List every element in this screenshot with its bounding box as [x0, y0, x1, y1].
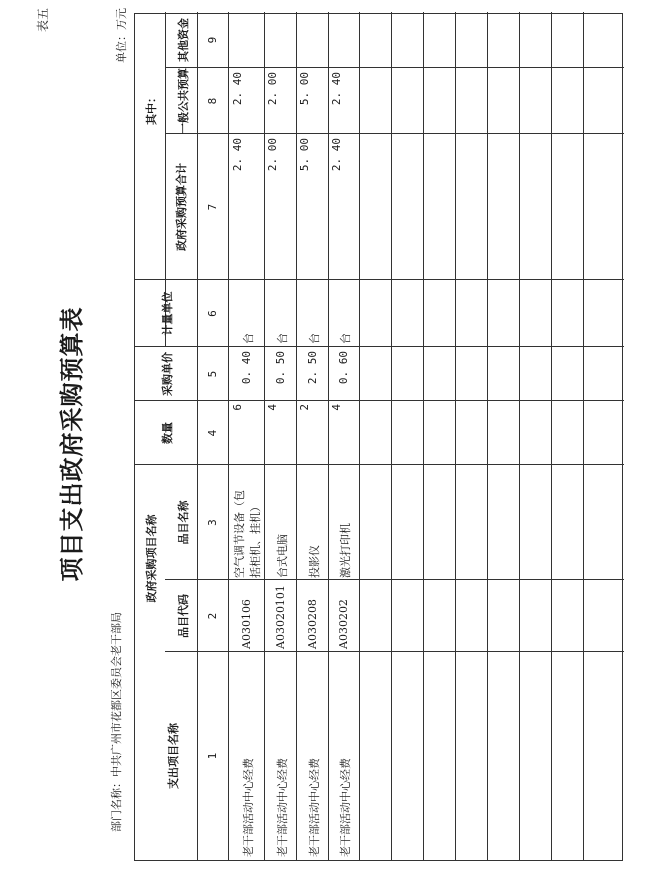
- row-total: 2. 00: [266, 138, 279, 172]
- row-project-name: 老干部活动中心经费: [276, 758, 289, 857]
- grid-line: [391, 12, 392, 860]
- grid-line: [359, 12, 360, 860]
- col-number: 3: [206, 519, 219, 526]
- row-quantity: 4: [330, 404, 343, 411]
- grid-line: [519, 12, 520, 860]
- row-quantity: 2: [298, 404, 311, 411]
- header-general-budget: 一般公共预算: [177, 68, 190, 134]
- col-number: 1: [206, 752, 219, 760]
- row-general-budget: 2. 40: [231, 72, 244, 106]
- row-item-name: 空气调节设备（包: [233, 490, 246, 578]
- row-item-name: 投影仪: [308, 545, 321, 578]
- row-general-budget: 2. 00: [266, 72, 279, 106]
- grid-line: [228, 12, 229, 860]
- grid-line: [487, 12, 488, 860]
- grid-line: [165, 651, 624, 652]
- row-item-name: 台式电脑: [276, 534, 289, 578]
- col-number: 6: [206, 310, 219, 317]
- col-number: 7: [206, 203, 219, 211]
- col-number: 5: [206, 370, 219, 378]
- row-project-name: 老干部活动中心经费: [308, 758, 321, 857]
- row-unit-price: 0. 50: [274, 351, 287, 385]
- row-measure-unit: 台: [308, 333, 321, 344]
- row-quantity: 6: [231, 404, 244, 411]
- row-item-name-line2: 括柜机、挂机）: [249, 501, 262, 578]
- row-quantity: 4: [266, 404, 279, 411]
- row-item-code: A030106: [240, 599, 253, 649]
- grid-line: [296, 12, 297, 860]
- grid-line: [455, 12, 456, 860]
- header-measure-unit: 计量单位: [161, 291, 174, 336]
- grid-line: [583, 12, 584, 860]
- col-number: 8: [206, 97, 219, 105]
- col-number: 9: [206, 36, 219, 44]
- header-quantity: 数量: [161, 422, 174, 444]
- header-other-funds: 其他资金: [177, 18, 190, 62]
- unit-label: 单位：万元: [115, 8, 128, 63]
- table-tag: 表五: [36, 8, 50, 33]
- header-project-name: 支出项目名称: [167, 723, 180, 789]
- header-item-name: 品目名称: [177, 500, 190, 545]
- row-unit-price: 0. 60: [337, 351, 350, 385]
- row-item-name: 激光打印机: [339, 523, 352, 578]
- row-unit-price: 2. 50: [306, 351, 319, 385]
- department-name: 部门名称：中共广州市花都区委员会老干部局: [110, 612, 123, 832]
- grid-line: [197, 12, 198, 860]
- row-item-code: A03020101: [274, 585, 287, 649]
- grid-line: [551, 12, 552, 860]
- row-measure-unit: 台: [276, 333, 289, 344]
- col-number: 2: [206, 612, 219, 620]
- row-item-code: A030208: [306, 599, 319, 649]
- header-of-which: 其中：: [145, 92, 158, 125]
- grid-line: [328, 12, 329, 860]
- header-gov-procurement: 政府采购项目名称: [145, 514, 158, 603]
- row-measure-unit: 台: [339, 333, 352, 344]
- row-unit-price: 0. 40: [240, 351, 253, 385]
- header-unit-price: 采购单价: [161, 352, 174, 396]
- row-project-name: 老干部活动中心经费: [242, 758, 255, 857]
- header-total: 政府采购预算合计: [175, 163, 188, 251]
- row-item-code: A030202: [337, 599, 350, 649]
- header-item-code: 品目代码: [177, 594, 190, 638]
- grid-line: [423, 12, 424, 860]
- row-general-budget: 5. 00: [298, 72, 311, 106]
- grid-line: [264, 12, 265, 860]
- row-measure-unit: 台: [242, 333, 255, 344]
- col-number: 4: [206, 429, 219, 437]
- row-project-name: 老干部活动中心经费: [339, 758, 352, 857]
- row-total: 5. 00: [298, 138, 311, 172]
- row-total: 2. 40: [231, 138, 244, 172]
- row-general-budget: 2. 40: [330, 72, 343, 106]
- grid-line: [165, 579, 624, 580]
- procurement-table: [134, 13, 623, 861]
- row-total: 2. 40: [330, 138, 343, 172]
- document-title: 项目支出政府采购预算表: [57, 306, 86, 582]
- grid-line: [165, 67, 624, 68]
